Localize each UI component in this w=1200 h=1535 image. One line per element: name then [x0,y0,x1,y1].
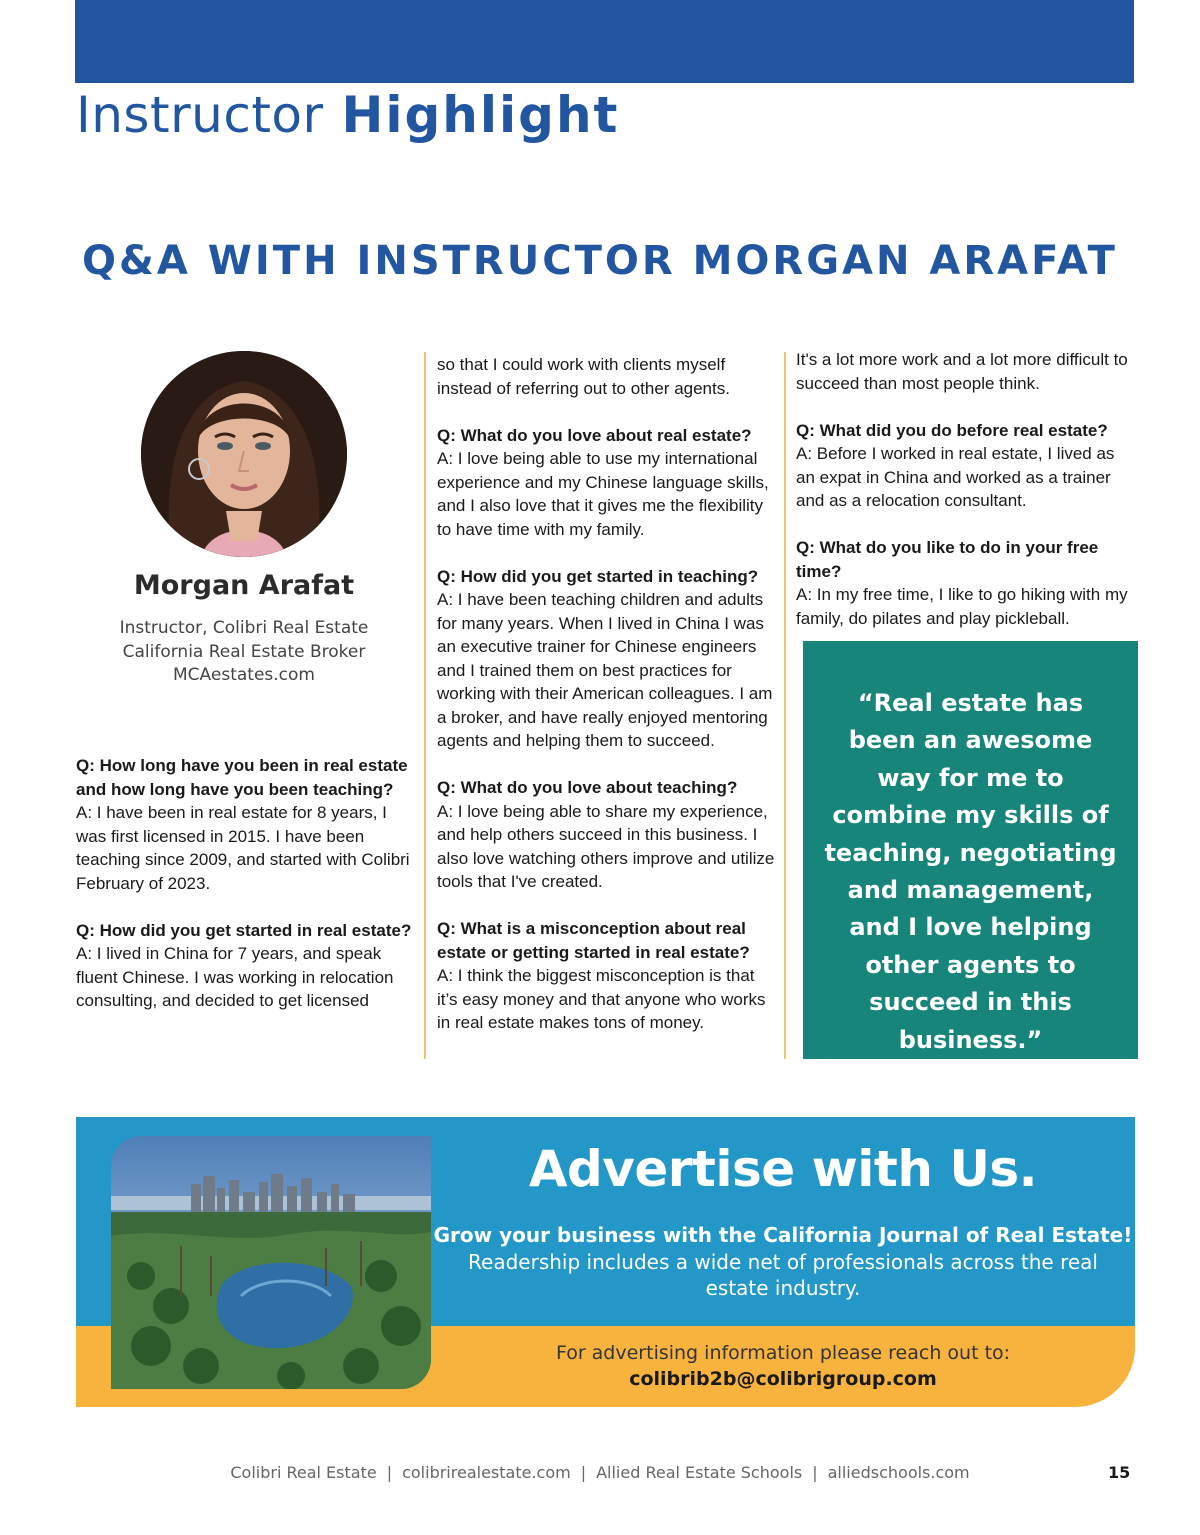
column-divider-right [784,352,786,1059]
footer-link-colibri[interactable]: colibrirealestate.com [402,1463,571,1482]
portrait-illustration [141,351,347,557]
page-title-bold: Highlight [341,86,620,144]
paragraph-gap [76,895,416,919]
instructor-name: Morgan Arafat [133,570,355,601]
paragraph-gap [437,400,779,424]
footer-separator: | [812,1463,818,1482]
pull-quote-text: “Real estate has been an awesome way for me to combine my skills of teaching, negotiating and management, and I love helping other agents to succeed in this business.” [824,689,1117,1054]
qa-column-right [796,348,1138,630]
column-divider-left [424,352,426,1059]
advertise-description: Readership includes a wide net of professionals across the real estate industry. [468,1250,1098,1300]
instructor-website: MCAestates.com [173,665,315,685]
instructor-title: Instructor, Colibri Real Estate [119,618,369,638]
instructor-portrait [141,351,347,557]
question-text: Q: What is a misconception about real estate or getting started in real estate? [437,919,750,962]
answer-text: It's a lot more work and a lot more difficult to succeed than most people think. [796,350,1128,393]
advertise-email-link[interactable]: colibrib2b@colibrigroup.com [629,1368,937,1390]
question-text: Q: How did you get started in teaching? [437,566,759,586]
footer-separator: | [580,1463,587,1482]
question-text: Q: What do you like to do in your free time? [796,538,1099,581]
footer-separator: | [386,1463,393,1482]
page-title [76,86,619,144]
footer-link-allied[interactable]: alliedschools.com [827,1463,970,1482]
top-color-bar [75,0,1134,83]
page-footer [0,1463,1200,1482]
answer-text: A: I have been in real estate for 8 years, I was first licensed in 2015. I have been teaching since 2009, and started with Colibri February of 2023. [76,803,410,893]
page-title-light: Instructor [76,86,324,144]
answer-text: A: I think the biggest misconception is that it’s easy money and that anyone who works in real estate makes tons of money. [437,966,766,1032]
instructor-license: California Real Estate Broker [122,642,366,662]
qa-column-left [76,754,416,1013]
question-text: Q: What do you love about teaching? [437,778,738,797]
footer-item-allied: Allied Real Estate Schools [596,1463,803,1482]
advertise-banner [76,1117,1135,1407]
question-text: Q: What do you love about real estate? [437,425,752,445]
answer-text: A: I love being able to share my experience, and help others succeed in this business. I also love watching others improve and utilize tools that I've created. [437,801,775,891]
city-skyline-photo [111,1136,431,1389]
pull-quote-box [803,641,1138,1059]
paragraph-gap [437,753,779,777]
paragraph-gap [796,513,1138,537]
answer-text: A: In my free time, I like to go hiking with my family, do pilates and play pickleball. [796,585,1128,628]
answer-text: A: I love being able to use my international experience and my Chinese language skills, and I also love that it gives me the flexibility to have time with my family. [437,449,769,539]
footer-item-colibri: Colibri Real Estate [230,1463,377,1482]
paragraph-gap [437,894,779,918]
advertise-contact-text: For advertising information please reach out to: [555,1342,1011,1364]
skyline-illustration [111,1136,431,1389]
question-text: Q: What did you do before real estate? [796,420,1108,440]
qa-section-title: Q&A WITH INSTRUCTOR MORGAN ARAFAT [82,238,1118,284]
answer-text: so that I could work with clients myself instead of referring out to other agents. [437,355,730,398]
answer-text: A: Before I worked in real estate, I lived as an expat in China and worked as a trainer and as a relocation consultant. [796,444,1115,510]
answer-text: A: I have been teaching children and adults for many years. When I lived in China I was an executive trainer for Chinese engineers and I trained them on best practices for working with their American colleagues. I am a broker, and have really enjoyed mentoring agents and helping them to succeed. [437,590,773,750]
answer-text: A: I lived in China for 7 years, and speak fluent Chinese. I was working in relocation consulting, and decided to get licensed [76,944,394,1010]
paragraph-gap [437,541,779,565]
question-text: Q: How long have you been in real estate and how long have you been teaching? [76,756,408,799]
advertise-headline: Advertise with Us. [528,1140,1038,1198]
advertise-subheadline: Grow your business with the California Journal of Real Estate! [433,1223,1133,1247]
paragraph-gap [796,395,1138,419]
question-text: Q: How did you get started in real estate? [76,920,412,940]
qa-column-middle [437,353,779,1035]
page-number: 15 [1108,1463,1131,1482]
